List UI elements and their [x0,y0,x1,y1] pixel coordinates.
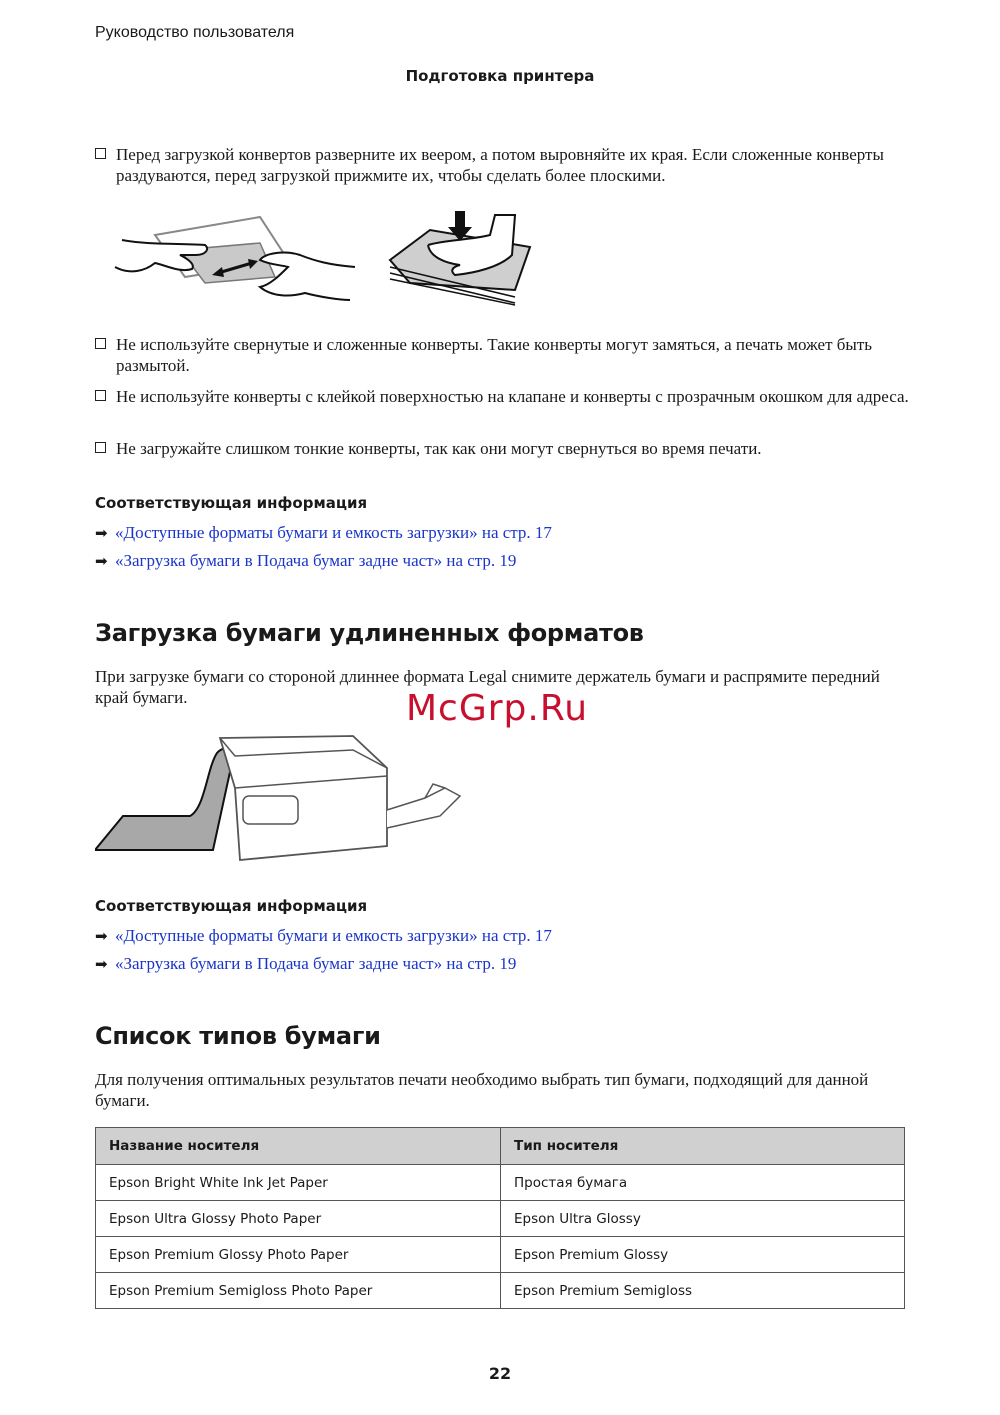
table-row [96,1165,905,1201]
table-cell: Epson Ultra Glossy Photo Paper [96,1201,501,1237]
document-title: Руководство пользователя [95,24,295,41]
related-info-title: Соответствующая информация [95,494,368,512]
checkbox-bullet-icon [95,148,106,159]
watermark: McGrp.Ru [406,688,589,729]
section-heading: Загрузка бумаги удлиненных форматов [95,619,644,647]
page-number: 22 [488,1364,512,1383]
table-row [96,1273,905,1309]
table-cell: Epson Premium Semigloss Photo Paper [96,1273,501,1309]
column-header: Тип носителя [501,1128,905,1165]
table-cell: Epson Premium Semigloss [501,1273,905,1309]
bullet-item [95,144,910,186]
related-link-text[interactable]: «Доступные форматы бумаги и емкость загрузки» на стр. 17 [115,523,552,542]
section-heading: Список типов бумаги [95,1022,381,1050]
table-row [96,1237,905,1273]
checkbox-bullet-icon [95,442,106,453]
bullet-item [95,334,910,376]
table-cell: Простая бумага [501,1165,905,1201]
related-link-text[interactable]: «Загрузка бумаги в Подача бумаг задне част» на стр. 19 [115,551,517,570]
related-link[interactable] [95,953,516,975]
related-link[interactable] [95,550,516,572]
section-text: Для получения оптимальных результатов печати необходимо выбрать тип бумаги, подходящий для данной бумаги. [95,1070,869,1110]
checkbox-bullet-icon [95,390,106,401]
bullet-text: Перед загрузкой конвертов разверните их веером, а потом выровняйте их края. Если сложенные конверты раздуваются, перед загрузкой прижмите их, чтобы сделать более плоскими. [116,145,884,185]
printer-long-paper-illustration [95,728,470,866]
checkbox-bullet-icon [95,338,106,349]
down-arrow-icon [455,211,465,229]
bullet-item [95,386,910,407]
table-cell: Epson Ultra Glossy [501,1201,905,1237]
section-header: Подготовка принтера [405,67,595,85]
bullet-text: Не используйте конверты с клейкой поверхностью на клапане и конверты с прозрачным окошком для адреса. [116,387,909,406]
table-cell: Epson Premium Glossy [501,1237,905,1273]
envelope-prep-illustration [110,205,550,310]
bullet-text: Не загружайте слишком тонкие конверты, так как они могут свернуться во время печати. [116,439,762,458]
table-cell: Epson Bright White Ink Jet Paper [96,1165,501,1201]
table-cell: Epson Premium Glossy Photo Paper [96,1237,501,1273]
column-header: Название носителя [96,1128,501,1165]
output-tray-illustration [387,788,460,828]
section-text: При загрузке бумаги со стороной длиннее формата Legal снимите держатель бумаги и распрямите передний край бумаги. [95,667,880,707]
arrow-right-icon: ➡ [95,955,108,973]
ink-window-illustration [243,796,298,824]
table-header-row [96,1128,905,1165]
paper-type-table [95,1127,905,1309]
arrow-right-icon: ➡ [95,552,108,570]
long-paper-illustration [95,749,233,850]
related-link[interactable] [95,522,552,544]
table-row [96,1201,905,1237]
bullet-item [95,438,910,459]
bullet-text: Не используйте свернутые и сложенные конверты. Такие конверты могут замяться, а печать может быть размытой. [116,335,873,375]
arrow-right-icon: ➡ [95,524,108,542]
related-link-text[interactable]: «Доступные форматы бумаги и емкость загрузки» на стр. 17 [115,926,552,945]
related-link-text[interactable]: «Загрузка бумаги в Подача бумаг задне част» на стр. 19 [115,954,517,973]
left-hand-illustration [115,240,207,271]
related-info-title: Соответствующая информация [95,897,368,915]
arrow-right-icon: ➡ [95,927,108,945]
related-link[interactable] [95,925,552,947]
